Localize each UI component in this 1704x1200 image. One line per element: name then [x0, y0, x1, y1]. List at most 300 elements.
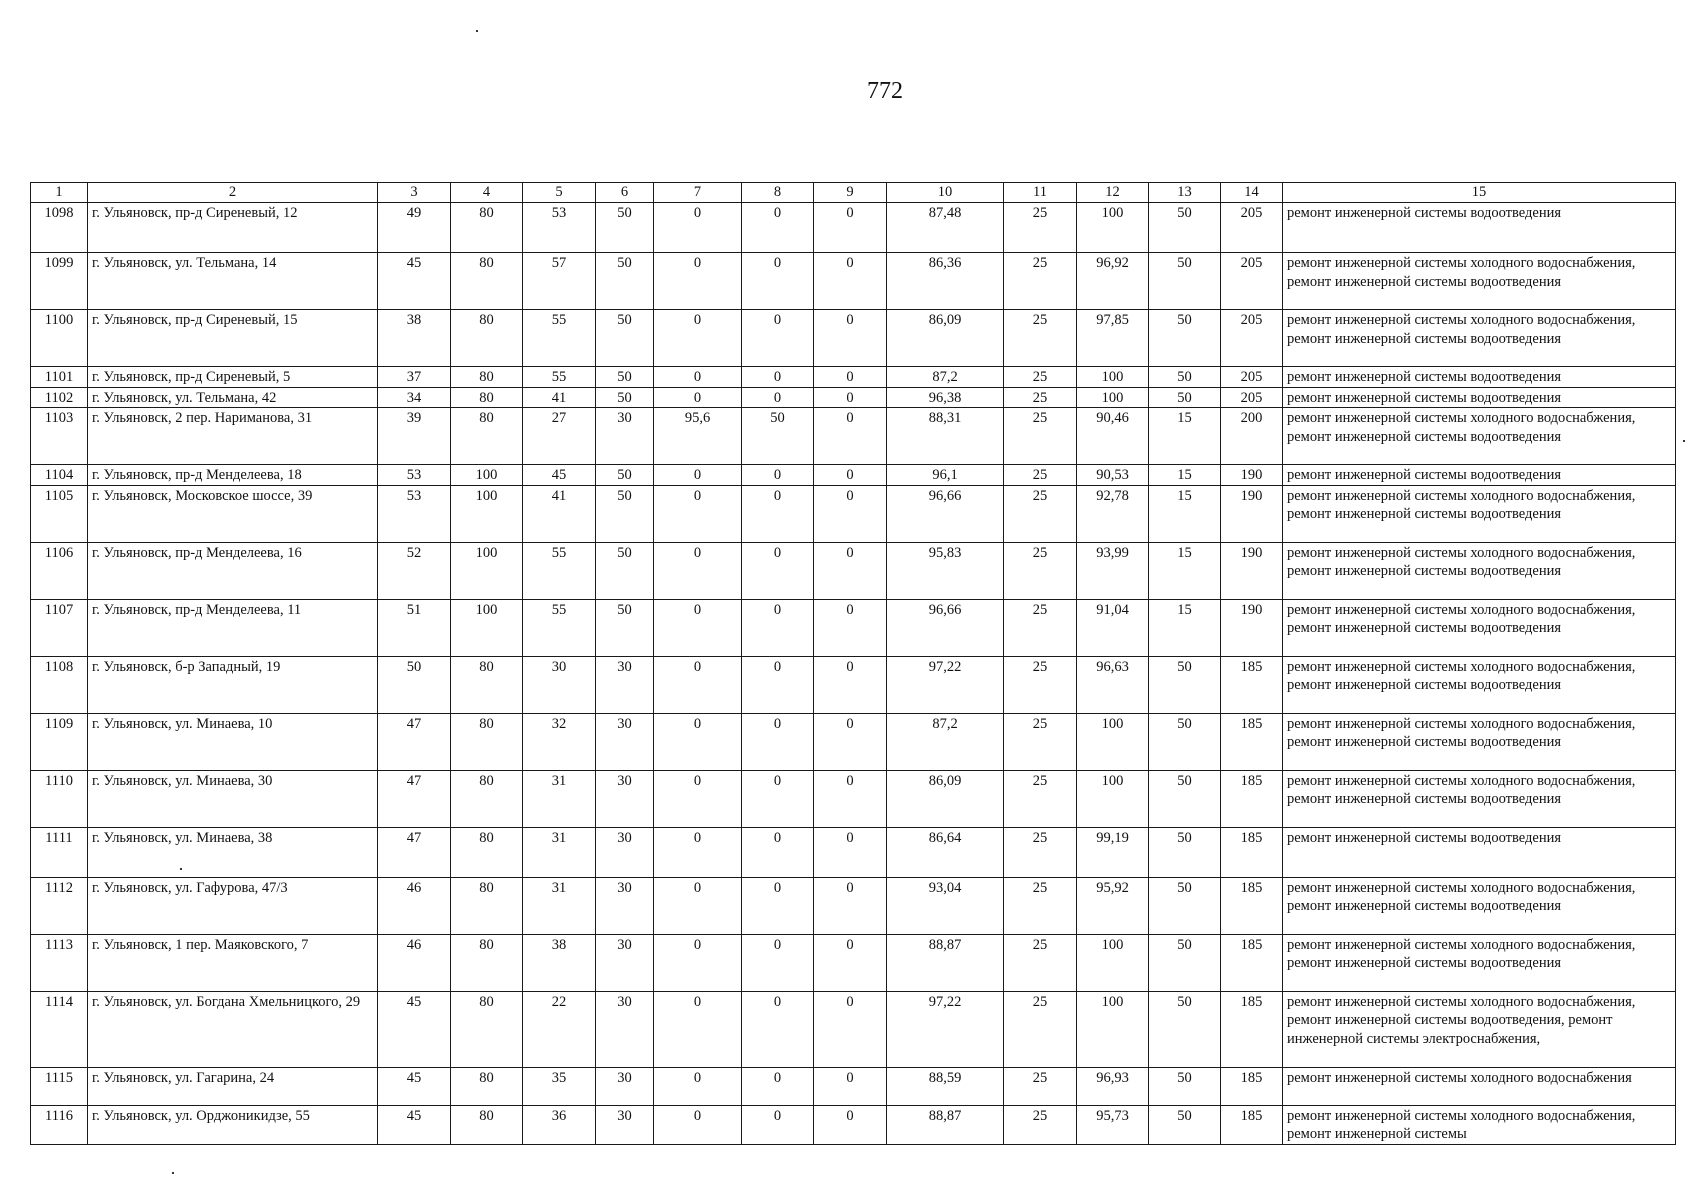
- col-11-value: 25: [1004, 1067, 1077, 1105]
- col-13-value: 50: [1149, 253, 1221, 310]
- col-8-value: 0: [742, 599, 814, 656]
- col-12-value: 96,63: [1077, 656, 1149, 713]
- col-8-value: 0: [742, 485, 814, 542]
- col-7-value: 0: [654, 367, 742, 388]
- col-6-value: 50: [596, 485, 654, 542]
- col-10-value: 88,87: [887, 934, 1004, 991]
- col-13-value: 50: [1149, 934, 1221, 991]
- col-11-value: 25: [1004, 934, 1077, 991]
- col-6-value: 30: [596, 1105, 654, 1144]
- col-11-value: 25: [1004, 770, 1077, 827]
- col-9-value: 0: [814, 770, 887, 827]
- col-14-value: 205: [1221, 367, 1283, 388]
- scan-speck: [476, 30, 478, 32]
- table-row: [31, 877, 1676, 934]
- col-6-value: 30: [596, 770, 654, 827]
- column-header-15: 15: [1283, 183, 1676, 203]
- col-9-value: 0: [814, 367, 887, 388]
- col-14-value: 190: [1221, 599, 1283, 656]
- col-4-value: 80: [451, 310, 523, 367]
- col-13-value: 15: [1149, 599, 1221, 656]
- scan-speck: [1683, 440, 1685, 442]
- col-10-value: 88,31: [887, 408, 1004, 465]
- address-cell: г. Ульяновск, пр-д Менделеева, 16: [88, 542, 378, 599]
- column-header-7: 7: [654, 183, 742, 203]
- table-row: [31, 485, 1676, 542]
- column-header-8: 8: [742, 183, 814, 203]
- col-10-value: 87,2: [887, 713, 1004, 770]
- row-number: 1103: [31, 408, 88, 465]
- col-5-value: 38: [523, 934, 596, 991]
- table-row: [31, 203, 1676, 253]
- col-3-value: 49: [378, 203, 451, 253]
- column-header-1: 1: [31, 183, 88, 203]
- col-5-value: 31: [523, 770, 596, 827]
- col-7-value: 0: [654, 203, 742, 253]
- col-4-value: 80: [451, 713, 523, 770]
- col-14-value: 190: [1221, 485, 1283, 542]
- address-cell: г. Ульяновск, ул. Минаева, 38: [88, 827, 378, 877]
- col-10-value: 88,59: [887, 1067, 1004, 1105]
- col-7-value: 0: [654, 465, 742, 486]
- col-7-value: 0: [654, 827, 742, 877]
- table-row: [31, 827, 1676, 877]
- col-12-value: 100: [1077, 713, 1149, 770]
- col-13-value: 50: [1149, 713, 1221, 770]
- col-7-value: 0: [654, 1105, 742, 1144]
- col-13-value: 50: [1149, 827, 1221, 877]
- col-7-value: 0: [654, 991, 742, 1067]
- col-10-value: 97,22: [887, 656, 1004, 713]
- col-12-value: 95,92: [1077, 877, 1149, 934]
- col-5-value: 36: [523, 1105, 596, 1144]
- col-14-value: 205: [1221, 310, 1283, 367]
- col-3-value: 45: [378, 1105, 451, 1144]
- col-12-value: 100: [1077, 991, 1149, 1067]
- column-header-3: 3: [378, 183, 451, 203]
- row-number: 1114: [31, 991, 88, 1067]
- col-12-value: 91,04: [1077, 599, 1149, 656]
- col-6-value: 50: [596, 387, 654, 408]
- work-description-cell: ремонт инженерной системы холодного водоснабжения, ремонт инженерной системы водоотведения: [1283, 310, 1676, 367]
- col-10-value: 87,48: [887, 203, 1004, 253]
- col-9-value: 0: [814, 485, 887, 542]
- col-5-value: 35: [523, 1067, 596, 1105]
- col-13-value: 50: [1149, 770, 1221, 827]
- register-table: [30, 182, 1676, 1145]
- col-11-value: 25: [1004, 656, 1077, 713]
- work-description-cell: ремонт инженерной системы холодного водоснабжения, ремонт инженерной системы водоотведения: [1283, 877, 1676, 934]
- address-cell: г. Ульяновск, 2 пер. Нариманова, 31: [88, 408, 378, 465]
- row-number: 1099: [31, 253, 88, 310]
- col-13-value: 50: [1149, 387, 1221, 408]
- col-9-value: 0: [814, 827, 887, 877]
- col-9-value: 0: [814, 387, 887, 408]
- col-14-value: 185: [1221, 934, 1283, 991]
- col-14-value: 185: [1221, 656, 1283, 713]
- work-description-cell: ремонт инженерной системы водоотведения: [1283, 465, 1676, 486]
- col-8-value: 0: [742, 1067, 814, 1105]
- col-6-value: 50: [596, 367, 654, 388]
- col-14-value: 190: [1221, 465, 1283, 486]
- column-header-12: 12: [1077, 183, 1149, 203]
- row-number: 1110: [31, 770, 88, 827]
- col-4-value: 80: [451, 770, 523, 827]
- work-description-cell: ремонт инженерной системы водоотведения: [1283, 367, 1676, 388]
- col-8-value: 0: [742, 387, 814, 408]
- col-13-value: 15: [1149, 485, 1221, 542]
- row-number: 1108: [31, 656, 88, 713]
- col-11-value: 25: [1004, 310, 1077, 367]
- work-description-cell: ремонт инженерной системы холодного водоснабжения, ремонт инженерной системы водоотведения: [1283, 408, 1676, 465]
- col-13-value: 50: [1149, 656, 1221, 713]
- column-header-10: 10: [887, 183, 1004, 203]
- table-row: [31, 408, 1676, 465]
- col-6-value: 30: [596, 877, 654, 934]
- col-14-value: 185: [1221, 713, 1283, 770]
- work-description-cell: ремонт инженерной системы холодного водоснабжения, ремонт инженерной системы водоотведения: [1283, 485, 1676, 542]
- address-cell: г. Ульяновск, пр-д Менделеева, 11: [88, 599, 378, 656]
- col-13-value: 50: [1149, 877, 1221, 934]
- col-7-value: 0: [654, 656, 742, 713]
- col-5-value: 41: [523, 387, 596, 408]
- address-cell: г. Ульяновск, пр-д Сиреневый, 15: [88, 310, 378, 367]
- col-14-value: 185: [1221, 991, 1283, 1067]
- col-4-value: 100: [451, 542, 523, 599]
- col-7-value: 95,6: [654, 408, 742, 465]
- row-number: 1100: [31, 310, 88, 367]
- col-10-value: 96,1: [887, 465, 1004, 486]
- col-12-value: 97,85: [1077, 310, 1149, 367]
- col-12-value: 99,19: [1077, 827, 1149, 877]
- address-cell: г. Ульяновск, б-р Западный, 19: [88, 656, 378, 713]
- table-row: [31, 1067, 1676, 1105]
- col-7-value: 0: [654, 713, 742, 770]
- col-9-value: 0: [814, 253, 887, 310]
- address-cell: г. Ульяновск, ул. Минаева, 10: [88, 713, 378, 770]
- col-8-value: 0: [742, 827, 814, 877]
- col-14-value: 185: [1221, 1105, 1283, 1144]
- address-cell: г. Ульяновск, пр-д Сиреневый, 5: [88, 367, 378, 388]
- work-description-cell: ремонт инженерной системы водоотведения: [1283, 203, 1676, 253]
- table-row: [31, 656, 1676, 713]
- col-6-value: 50: [596, 542, 654, 599]
- col-13-value: 15: [1149, 542, 1221, 599]
- address-cell: г. Ульяновск, ул. Богдана Хмельницкого, 29: [88, 991, 378, 1067]
- col-13-value: 50: [1149, 1067, 1221, 1105]
- col-14-value: 200: [1221, 408, 1283, 465]
- col-9-value: 0: [814, 991, 887, 1067]
- col-4-value: 100: [451, 465, 523, 486]
- column-header-11: 11: [1004, 183, 1077, 203]
- col-5-value: 41: [523, 485, 596, 542]
- row-number: 1115: [31, 1067, 88, 1105]
- col-8-value: 0: [742, 367, 814, 388]
- col-10-value: 86,36: [887, 253, 1004, 310]
- col-10-value: 86,09: [887, 310, 1004, 367]
- address-cell: г. Ульяновск, пр-д Менделеева, 18: [88, 465, 378, 486]
- col-11-value: 25: [1004, 542, 1077, 599]
- col-11-value: 25: [1004, 367, 1077, 388]
- col-6-value: 30: [596, 408, 654, 465]
- col-6-value: 30: [596, 1067, 654, 1105]
- col-8-value: 0: [742, 203, 814, 253]
- work-description-cell: ремонт инженерной системы холодного водоснабжения, ремонт инженерной системы водоотведения: [1283, 713, 1676, 770]
- col-12-value: 96,92: [1077, 253, 1149, 310]
- col-4-value: 80: [451, 1067, 523, 1105]
- col-6-value: 50: [596, 203, 654, 253]
- col-7-value: 0: [654, 253, 742, 310]
- col-9-value: 0: [814, 877, 887, 934]
- work-description-cell: ремонт инженерной системы водоотведения: [1283, 827, 1676, 877]
- col-3-value: 53: [378, 465, 451, 486]
- row-number: 1102: [31, 387, 88, 408]
- address-cell: г. Ульяновск, ул. Гафурова, 47/3: [88, 877, 378, 934]
- row-number: 1101: [31, 367, 88, 388]
- col-5-value: 45: [523, 465, 596, 486]
- col-3-value: 34: [378, 387, 451, 408]
- work-description-cell: ремонт инженерной системы холодного водоснабжения, ремонт инженерной системы водоотведения: [1283, 253, 1676, 310]
- col-12-value: 96,93: [1077, 1067, 1149, 1105]
- col-9-value: 0: [814, 934, 887, 991]
- col-10-value: 86,09: [887, 770, 1004, 827]
- table-row: [31, 934, 1676, 991]
- col-10-value: 97,22: [887, 991, 1004, 1067]
- work-description-cell: ремонт инженерной системы холодного водоснабжения, ремонт инженерной системы водоотведения: [1283, 542, 1676, 599]
- col-11-value: 25: [1004, 485, 1077, 542]
- col-11-value: 25: [1004, 827, 1077, 877]
- column-header-6: 6: [596, 183, 654, 203]
- col-3-value: 51: [378, 599, 451, 656]
- col-4-value: 80: [451, 656, 523, 713]
- work-description-cell: ремонт инженерной системы холодного водоснабжения, ремонт инженерной системы: [1283, 1105, 1676, 1144]
- col-12-value: 100: [1077, 367, 1149, 388]
- col-6-value: 50: [596, 599, 654, 656]
- col-3-value: 50: [378, 656, 451, 713]
- table-row: [31, 542, 1676, 599]
- col-8-value: 0: [742, 713, 814, 770]
- page-number: 772: [867, 78, 903, 104]
- col-12-value: 100: [1077, 387, 1149, 408]
- work-description-cell: ремонт инженерной системы водоотведения: [1283, 387, 1676, 408]
- col-4-value: 80: [451, 934, 523, 991]
- register-body: [31, 203, 1676, 1145]
- col-7-value: 0: [654, 934, 742, 991]
- col-10-value: 87,2: [887, 367, 1004, 388]
- col-8-value: 0: [742, 542, 814, 599]
- col-6-value: 30: [596, 991, 654, 1067]
- col-3-value: 47: [378, 770, 451, 827]
- col-3-value: 46: [378, 934, 451, 991]
- col-6-value: 30: [596, 934, 654, 991]
- col-3-value: 46: [378, 877, 451, 934]
- col-8-value: 0: [742, 1105, 814, 1144]
- col-8-value: 0: [742, 310, 814, 367]
- col-12-value: 93,99: [1077, 542, 1149, 599]
- work-description-cell: ремонт инженерной системы холодного водоснабжения, ремонт инженерной системы водоотведения: [1283, 770, 1676, 827]
- col-6-value: 50: [596, 465, 654, 486]
- col-3-value: 38: [378, 310, 451, 367]
- col-8-value: 0: [742, 465, 814, 486]
- col-13-value: 50: [1149, 367, 1221, 388]
- col-7-value: 0: [654, 310, 742, 367]
- col-5-value: 55: [523, 310, 596, 367]
- col-6-value: 50: [596, 310, 654, 367]
- table-row: [31, 713, 1676, 770]
- col-12-value: 100: [1077, 934, 1149, 991]
- col-11-value: 25: [1004, 1105, 1077, 1144]
- col-5-value: 22: [523, 991, 596, 1067]
- col-9-value: 0: [814, 599, 887, 656]
- row-number: 1107: [31, 599, 88, 656]
- address-cell: г. Ульяновск, пр-д Сиреневый, 12: [88, 203, 378, 253]
- column-header-4: 4: [451, 183, 523, 203]
- row-number: 1104: [31, 465, 88, 486]
- col-6-value: 30: [596, 656, 654, 713]
- col-14-value: 185: [1221, 827, 1283, 877]
- col-7-value: 0: [654, 485, 742, 542]
- row-number: 1111: [31, 827, 88, 877]
- row-number: 1105: [31, 485, 88, 542]
- col-4-value: 80: [451, 991, 523, 1067]
- work-description-cell: ремонт инженерной системы холодного водоснабжения, ремонт инженерной системы водоотведения: [1283, 599, 1676, 656]
- col-4-value: 80: [451, 877, 523, 934]
- col-4-value: 80: [451, 387, 523, 408]
- table-row: [31, 770, 1676, 827]
- col-14-value: 205: [1221, 253, 1283, 310]
- col-11-value: 25: [1004, 465, 1077, 486]
- col-12-value: 90,53: [1077, 465, 1149, 486]
- address-cell: г. Ульяновск, Московское шоссе, 39: [88, 485, 378, 542]
- col-14-value: 190: [1221, 542, 1283, 599]
- col-3-value: 52: [378, 542, 451, 599]
- work-description-cell: ремонт инженерной системы холодного водоснабжения, ремонт инженерной системы водоотведения: [1283, 934, 1676, 991]
- scan-speck: [172, 1172, 174, 1174]
- col-10-value: 96,66: [887, 599, 1004, 656]
- col-3-value: 39: [378, 408, 451, 465]
- col-6-value: 30: [596, 713, 654, 770]
- col-12-value: 100: [1077, 203, 1149, 253]
- col-7-value: 0: [654, 599, 742, 656]
- col-10-value: 86,64: [887, 827, 1004, 877]
- col-13-value: 50: [1149, 991, 1221, 1067]
- col-9-value: 0: [814, 1067, 887, 1105]
- col-5-value: 55: [523, 599, 596, 656]
- col-5-value: 32: [523, 713, 596, 770]
- col-8-value: 0: [742, 877, 814, 934]
- col-9-value: 0: [814, 465, 887, 486]
- row-number: 1109: [31, 713, 88, 770]
- col-13-value: 50: [1149, 203, 1221, 253]
- column-header-9: 9: [814, 183, 887, 203]
- address-cell: г. Ульяновск, ул. Тельмана, 14: [88, 253, 378, 310]
- col-4-value: 80: [451, 408, 523, 465]
- table-row: [31, 253, 1676, 310]
- col-14-value: 185: [1221, 770, 1283, 827]
- col-7-value: 0: [654, 387, 742, 408]
- col-3-value: 45: [378, 253, 451, 310]
- row-number: 1113: [31, 934, 88, 991]
- col-8-value: 50: [742, 408, 814, 465]
- col-10-value: 88,87: [887, 1105, 1004, 1144]
- col-9-value: 0: [814, 310, 887, 367]
- col-13-value: 50: [1149, 310, 1221, 367]
- col-3-value: 45: [378, 1067, 451, 1105]
- row-number: 1116: [31, 1105, 88, 1144]
- col-5-value: 30: [523, 656, 596, 713]
- col-9-value: 0: [814, 656, 887, 713]
- col-5-value: 55: [523, 542, 596, 599]
- col-10-value: 96,38: [887, 387, 1004, 408]
- column-header-2: 2: [88, 183, 378, 203]
- col-7-value: 0: [654, 1067, 742, 1105]
- col-13-value: 15: [1149, 465, 1221, 486]
- col-9-value: 0: [814, 1105, 887, 1144]
- col-11-value: 25: [1004, 599, 1077, 656]
- col-12-value: 95,73: [1077, 1105, 1149, 1144]
- address-cell: г. Ульяновск, ул. Орджоникидзе, 55: [88, 1105, 378, 1144]
- col-5-value: 57: [523, 253, 596, 310]
- col-12-value: 100: [1077, 770, 1149, 827]
- col-10-value: 93,04: [887, 877, 1004, 934]
- col-14-value: 205: [1221, 387, 1283, 408]
- col-8-value: 0: [742, 656, 814, 713]
- col-8-value: 0: [742, 253, 814, 310]
- col-9-value: 0: [814, 713, 887, 770]
- col-10-value: 96,66: [887, 485, 1004, 542]
- col-4-value: 80: [451, 253, 523, 310]
- col-4-value: 80: [451, 367, 523, 388]
- table-row: [31, 599, 1676, 656]
- col-13-value: 15: [1149, 408, 1221, 465]
- col-5-value: 31: [523, 877, 596, 934]
- address-cell: г. Ульяновск, ул. Минаева, 30: [88, 770, 378, 827]
- table-row: [31, 367, 1676, 388]
- work-description-cell: ремонт инженерной системы холодного водоснабжения: [1283, 1067, 1676, 1105]
- col-3-value: 53: [378, 485, 451, 542]
- col-14-value: 185: [1221, 1067, 1283, 1105]
- col-4-value: 100: [451, 485, 523, 542]
- col-11-value: 25: [1004, 203, 1077, 253]
- col-9-value: 0: [814, 542, 887, 599]
- col-13-value: 50: [1149, 1105, 1221, 1144]
- col-5-value: 31: [523, 827, 596, 877]
- col-9-value: 0: [814, 408, 887, 465]
- col-11-value: 25: [1004, 713, 1077, 770]
- col-8-value: 0: [742, 991, 814, 1067]
- col-4-value: 80: [451, 827, 523, 877]
- work-description-cell: ремонт инженерной системы холодного водоснабжения, ремонт инженерной системы водоотведения, ремонт инженерной системы электроснабжения,: [1283, 991, 1676, 1067]
- row-number: 1112: [31, 877, 88, 934]
- col-9-value: 0: [814, 203, 887, 253]
- col-5-value: 27: [523, 408, 596, 465]
- col-6-value: 50: [596, 253, 654, 310]
- col-12-value: 90,46: [1077, 408, 1149, 465]
- address-cell: г. Ульяновск, ул. Гагарина, 24: [88, 1067, 378, 1105]
- work-description-cell: ремонт инженерной системы холодного водоснабжения, ремонт инженерной системы водоотведения: [1283, 656, 1676, 713]
- col-12-value: 92,78: [1077, 485, 1149, 542]
- column-header-5: 5: [523, 183, 596, 203]
- table-row: [31, 991, 1676, 1067]
- col-10-value: 95,83: [887, 542, 1004, 599]
- table-row: [31, 387, 1676, 408]
- col-14-value: 205: [1221, 203, 1283, 253]
- col-4-value: 80: [451, 203, 523, 253]
- col-3-value: 47: [378, 827, 451, 877]
- col-6-value: 30: [596, 827, 654, 877]
- row-number: 1106: [31, 542, 88, 599]
- col-5-value: 53: [523, 203, 596, 253]
